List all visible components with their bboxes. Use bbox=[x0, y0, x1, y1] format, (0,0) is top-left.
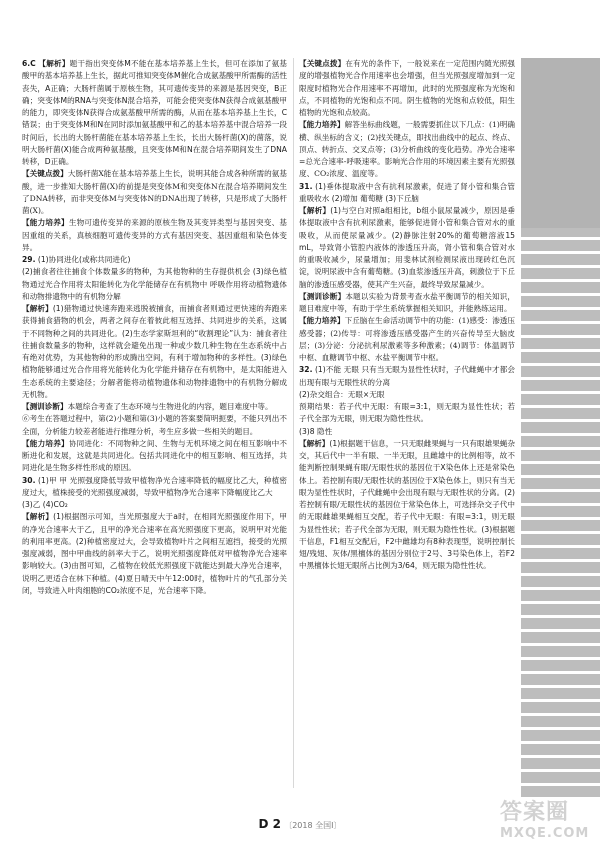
left-column bbox=[22, 58, 287, 597]
paragraph bbox=[299, 389, 515, 401]
watermark-logo bbox=[500, 795, 592, 851]
section-tag: 【关键点拨】 bbox=[299, 59, 346, 68]
note-paragraph bbox=[299, 119, 515, 180]
paragraph bbox=[22, 499, 287, 511]
note-paragraph bbox=[22, 401, 287, 413]
edition-label: 〔2018 全国Ⅰ〕 bbox=[284, 821, 342, 830]
paragraph bbox=[299, 438, 515, 573]
question-number: 30. bbox=[22, 475, 36, 485]
section-tag: 【关键点拨】 bbox=[22, 169, 68, 179]
paragraph-text: (2)杂交组合：无眼×无眼 bbox=[299, 389, 385, 399]
paragraph-text: (1)垂体提取液中含有抗利尿激素，促进了肾小管和集合管重吸收水 (2)增加 葡萄糖 (3)下丘脑 bbox=[299, 181, 515, 203]
paragraph-text: (3)乙 (4)CO₂ bbox=[22, 500, 68, 509]
paragraph bbox=[299, 426, 515, 438]
paragraph bbox=[299, 205, 515, 291]
watermark-url: MXQE.COM bbox=[500, 826, 590, 841]
question-answer bbox=[299, 181, 515, 206]
note-paragraph bbox=[22, 217, 287, 254]
question-answer bbox=[22, 254, 287, 266]
paragraph-text: (1)猎物通过快速奔跑来逃脱被捕食，而捕食者则通过更快速的奔跑来获得捕食猎物的机会，两者之间存在着彼此相互选择、共同进步的关系，这属于不同物种之间的共同进化。(2)生态学家斯坦利的“收割理论”认为：捕食者往往捕食数量多的物种，这样就会避免出现一种或少数几种生物在生态系统中占有绝对优势，为其他物种的形成腾出空间，有利于增加物种的多样性。(3)绿色植物能够通过光合作用将光能转化为化学能并储存在有机物中，是太阳能进入生态系统的主要途径；分解者能将动植物遗体和动物排遗物中的有机物分解成无机物。 bbox=[22, 304, 287, 399]
right-column bbox=[299, 58, 515, 573]
paragraph-text: 本题以实验为背景考查水盐平衡调节的相关知识，题目难度中等，有助于学生系统掌握相关知识，并能熟练运用。 bbox=[299, 291, 515, 313]
paragraph-text: ⑥考生在答题过程中，第(2)小题和第(3)小题的答案要简明扼要，不能只列出不全面，分析能力较差者能进行推理分析，考生应多做一些相关的题目。 bbox=[22, 414, 287, 436]
paragraph-text: 大肠杆菌X能在基本培养基上生长，说明其能合成各种所需的氨基酸，进一步推知大肠杆菌(X)的前提是突变体M和突变体N在混合培养期间发生了DNA转移，而非突变体M与突变体N的DNA出现了转移，只是形成了大肠杆菌(X)。 bbox=[22, 169, 287, 215]
section-tag: 【测训诊断】 bbox=[22, 402, 68, 411]
section-tag: 【解析】 bbox=[22, 304, 53, 313]
note-paragraph bbox=[22, 413, 287, 438]
page-number: D 2 bbox=[258, 817, 282, 831]
section-tag: 【解析】 bbox=[38, 59, 70, 68]
paragraph-text: 题干指出突变体M不能在基本培养基上生长，但可在添加了氨基酸甲的基本培养基上生长，据此可推知突变体M催化合成氨基酸甲所需酶的活性丧失，A正确；大肠杆菌属于原核生物，其可遗传变异的来源是基因突变，B正确；突变体M的RNA与突变体N混合培养，可能会使突变体N获得合成氨基酸甲的能力，即突变体N获得合成氨基酸甲所需的酶，从而在基本培养基上生长，C错误；由于突变体M和N在同时添加氨基酸甲和乙的基本培养基中混合培养一段时间后，长出的大肠杆菌能在基本培养基上生长，长出大肠杆菌(X)的菌落，说明大肠杆菌(X)能合成两种氨基酸，且突变体M和N在混合培养期间发生了DNA转移，D正确。 bbox=[22, 59, 287, 166]
section-tag: 【能力培养】 bbox=[22, 438, 69, 448]
note-paragraph bbox=[299, 291, 515, 316]
question-answer bbox=[22, 58, 287, 168]
paragraph-text: (1)根据图示可知，当光照强度大于a时，在相同光照强度作用下，甲的净光合速率大于乙，且甲的净光合速率在高光照强度下更高，说明甲对光能的利用率更高。(2)种植密度过大，会导致植物叶片之间相互遮挡，接受的光照强度减弱，图中甲曲线的斜率大于乙，说明光照强度降低对甲植物净光合速率影响较大。(3)由图可知，乙植物在较低光照强度下就能达到最大净光合速率，说明乙更适合在林下种植。(4)夏日晴天中午12:00时，植物叶片的气孔部分关闭，导致进入叶肉细胞的CO₂浓度不足，光合速率下降。 bbox=[22, 512, 287, 595]
section-tag: 【解析】 bbox=[299, 438, 330, 448]
section-tag: 【测训诊断】 bbox=[299, 291, 346, 301]
paragraph-text: (1)不能 无眼 只有当无眼为显性性状时，子代雌蝇中才都会出现有眼与无眼性状的分离 bbox=[299, 365, 515, 387]
paragraph-text: 本题综合考查了生态环境与生物进化的内容，题目难度中等。 bbox=[67, 402, 273, 411]
note-paragraph bbox=[22, 438, 287, 475]
paragraph bbox=[22, 303, 287, 401]
section-tag: 【解析】 bbox=[299, 206, 331, 215]
question-number: 31. bbox=[299, 181, 313, 191]
section-tag: 【能力培养】 bbox=[22, 218, 69, 228]
question-number: 32. bbox=[299, 365, 313, 375]
section-tag: 【能力培养】 bbox=[299, 120, 345, 130]
side-tab-strip bbox=[521, 58, 600, 798]
paragraph-text: (1)协同进化(或称共同进化) bbox=[37, 255, 131, 264]
note-paragraph bbox=[299, 315, 515, 364]
side-tab-block bbox=[521, 58, 600, 228]
paragraph-text: 生物可遗传变异的来源的原核生物及其变异类型与基因突变、基因重组的关系，真核细胞可遗传变异的方式有基因突变、基因重组和染色体变异。 bbox=[22, 218, 288, 252]
paragraph-text: (3)8 隐性 bbox=[299, 426, 333, 436]
question-number: 6.C bbox=[22, 59, 36, 68]
paragraph-text: 协同进化：不同物种之间、生物与无机环境之间在相互影响中不断进化和发展，这就是共同进化。包括共同进化中的相互影响、相互选择，共同进化是生物多样性形成的原因。 bbox=[22, 438, 288, 473]
paragraph-text: 预期结果：若子代中无眼：有眼=3:1，则无眼为显性性状；若子代全部为无眼，则无眼为隐性性状。 bbox=[299, 402, 515, 424]
paragraph-text: (1)甲 甲 光照强度降低导致甲植物净光合速率降低的幅度比乙大，种植密度过大，植株接受的光照强度减弱，导致甲植物净光合速率下降幅度比乙大 bbox=[22, 475, 287, 497]
paragraph-text: (1)与空白对照a组相比，b组小鼠尿量减少，原因是垂体提取液中含有抗利尿激素，能够促进肾小管和集合管对水的重吸收，从而使尿量减少。(2)静脉注射20%的葡萄糖溶液15 mL，导致肾小管腔内液体的渗透压升高，肾小管和集合管对水的重吸收减少，尿量增加；用斐林试剂检测尿液出现砖红色沉淀，说明尿液中含有葡萄糖。(3)血浆渗透压升高，刺激位于下丘脑的渗透压感受器，使其产生兴奋，最终导致尿量减少。 bbox=[299, 206, 516, 289]
column-divider bbox=[293, 58, 294, 788]
question-answer bbox=[299, 364, 515, 389]
paragraph-text: (1)根据题干信息，一只无眼雌果蝇与一只有眼雄果蝇杂交，其后代中一半有眼、一半无眼，且雌雄中的比例相等，故不能判断控制果蝇有眼/无眼性状的基因位于X染色体上还是常染色体上。若控制有眼/无眼性状的基因位于X染色体上，则只有当无眼为显性性状时，子代雌蝇中会出现有眼与无眼性状的分离。(2)若控制有眼/无眼性状的基因位于常染色体上，可选择杂交子代中的无眼雌雄果蝇相互交配，若子代中无眼：有眼=3:1，则无眼为显性性状；若子代全部为无眼，则无眼为隐性性状。(3)根据题干信息，F1相互交配后，F2中雌雄均有8种表现型，说明控制长翅/残翅、灰体/黑檀体的基因分别位于2号、3号染色体上，若F2中黑檀体长翅无眼所占比例为3/64，则无眼为隐性性状。 bbox=[299, 438, 515, 571]
watermark-title: 答案圈 bbox=[500, 800, 570, 825]
paragraph bbox=[22, 266, 287, 303]
section-tag: 【能力培养】 bbox=[299, 316, 345, 326]
question-answer bbox=[22, 475, 287, 500]
paragraph-text: 解答坐标曲线题，一般需要抓住以下几点：(1)明确横、纵坐标的含义；(2)找关键点，即找出曲线中的起点、终点、顶点、转折点、交叉点等；(3)分析曲线的变化趋势。净光合速率=总光合速率-呼吸速率。影响光合作用的环境因素主要有光照强度、CO₂浓度、温度等。 bbox=[299, 120, 515, 179]
paragraph-text: 下丘脑在生命活动调节中的功能：(1)感受：渗透压感受器；(2)传导：可将渗透压感受器产生的兴奋传导至大脑皮层；(3)分泌：分泌抗利尿激素等多种激素；(4)调节：体温调节中枢、血糖调节中枢、水盐平衡调节中枢。 bbox=[299, 316, 515, 362]
paragraph-text: 在有光的条件下，一般说来在一定范围内随光照强度的增强植物光合作用速率也会增强，但当光照强度增加到一定限度时植物光合作用速率不再增加，此时的光照强度称为光饱和点，不同植物的光饱和点不同。阴生植物的光饱和点较低，阳生植物的光饱和点较高。 bbox=[299, 59, 515, 117]
question-number: 29. bbox=[22, 255, 36, 264]
section-tag: 【解析】 bbox=[22, 512, 54, 522]
paragraph bbox=[299, 401, 515, 426]
note-paragraph bbox=[22, 168, 287, 217]
paragraph-text: (2)捕食者往往捕食个体数量多的物种，为其他物种的生存提供机会 (3)绿色植物通过光合作用将太阳能转化为化学能储存在有机物中 呼吸作用将动植物遗体和动物排遗物中的有机物分解 bbox=[22, 267, 287, 301]
paragraph bbox=[22, 511, 287, 597]
note-paragraph bbox=[299, 58, 515, 119]
